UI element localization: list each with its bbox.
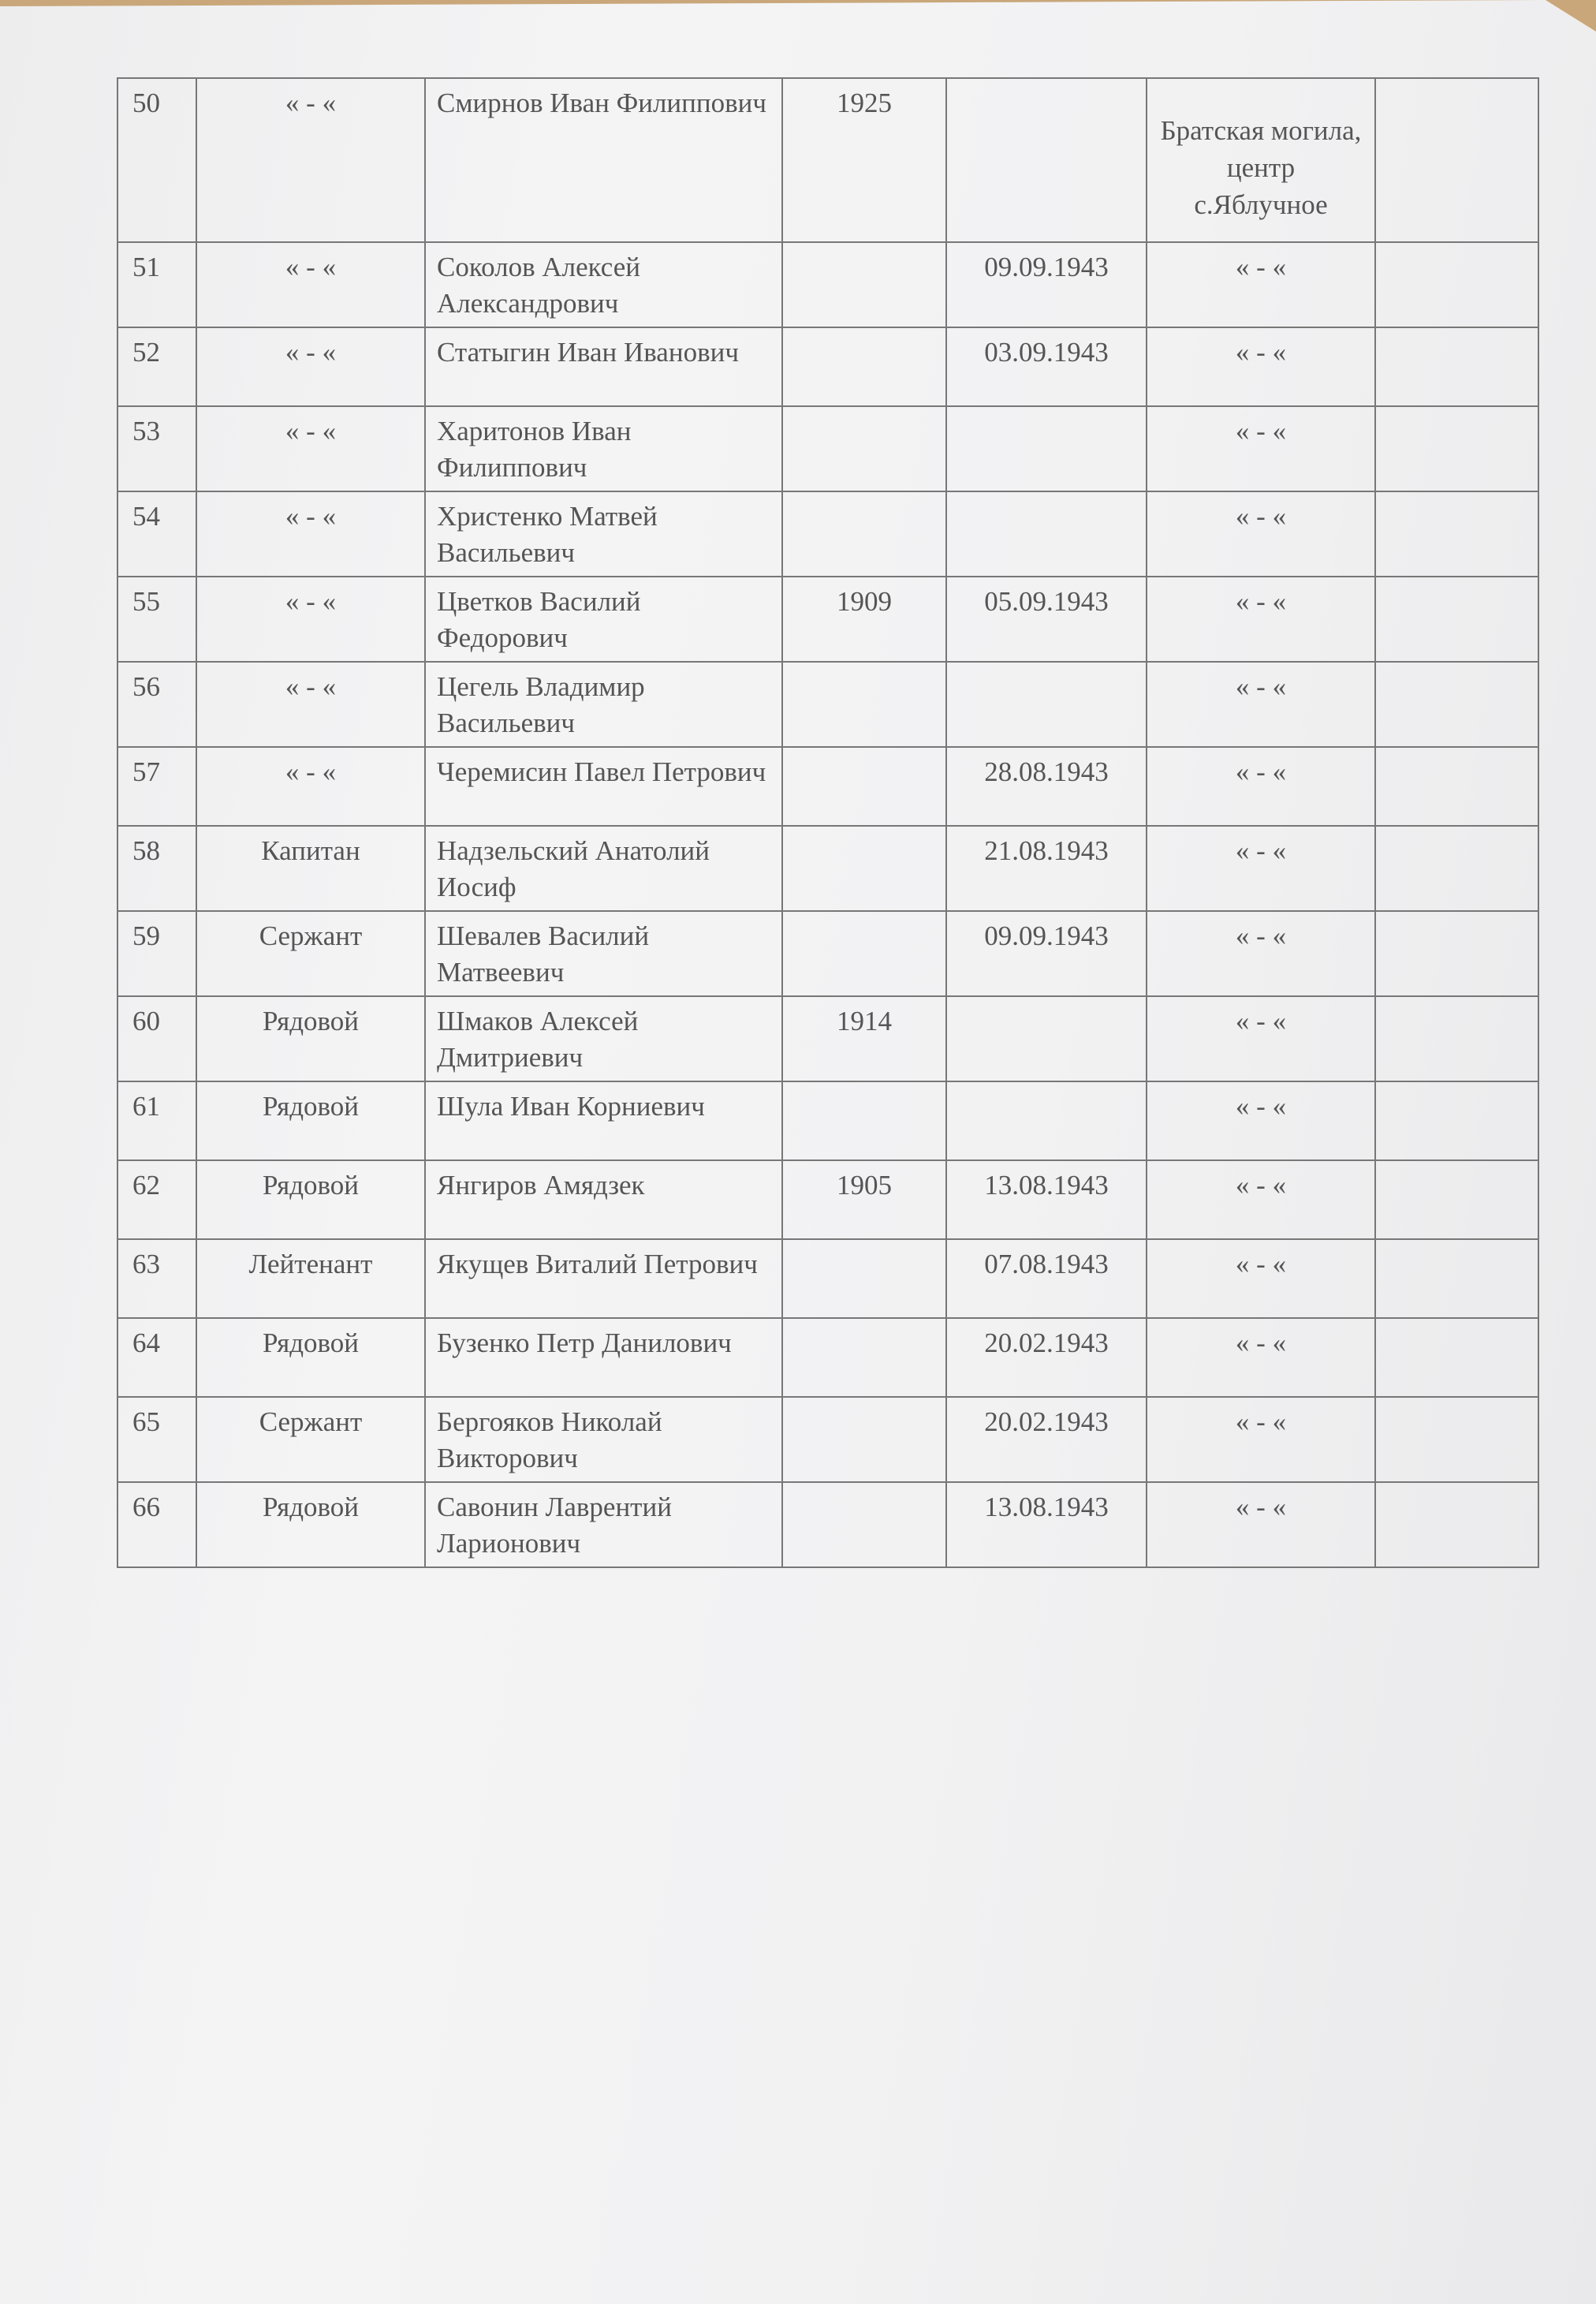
table-row [117, 1160, 1538, 1239]
rank-cell: Рядовой [196, 1318, 425, 1397]
row-number: 65 [117, 1397, 196, 1482]
death-date-cell: 07.08.1943 [946, 1239, 1147, 1318]
rank-cell: « - « [196, 577, 425, 662]
name-cell: Цветков Василий Федорович [425, 577, 782, 662]
burial-place-cell: « - « [1147, 826, 1375, 911]
name-cell: Цегель Владимир Васильевич [425, 662, 782, 747]
burial-place-cell: « - « [1147, 1239, 1375, 1318]
table-row [117, 1081, 1538, 1160]
rank-cell: Капитан [196, 826, 425, 911]
note-cell [1375, 1318, 1538, 1397]
table-row [117, 826, 1538, 911]
burial-place-cell: « - « [1147, 491, 1375, 577]
note-cell [1375, 491, 1538, 577]
note-cell [1375, 1482, 1538, 1567]
death-date-cell [946, 406, 1147, 491]
rank-cell: Рядовой [196, 1482, 425, 1567]
birth-year-cell [782, 662, 946, 747]
rank-cell: « - « [196, 327, 425, 406]
note-cell [1375, 1397, 1538, 1482]
table-row [117, 1397, 1538, 1482]
rank-cell: Рядовой [196, 996, 425, 1081]
birth-year-cell [782, 1397, 946, 1482]
table-row [117, 491, 1538, 577]
birth-year-cell: 1909 [782, 577, 946, 662]
row-number: 52 [117, 327, 196, 406]
burial-place-cell: Братская могила, центр с.Яблучное [1147, 78, 1375, 242]
rank-cell: Сержант [196, 1397, 425, 1482]
table-row [117, 406, 1538, 491]
note-cell [1375, 577, 1538, 662]
birth-year-cell: 1925 [782, 78, 946, 242]
burial-list-table [117, 77, 1539, 1568]
death-date-cell [946, 491, 1147, 577]
table-row [117, 996, 1538, 1081]
name-cell: Шевалев Василий Матвеевич [425, 911, 782, 996]
name-cell: Якущев Виталий Петрович [425, 1239, 782, 1318]
birth-year-cell [782, 242, 946, 327]
note-cell [1375, 1081, 1538, 1160]
row-number: 58 [117, 826, 196, 911]
rank-cell: « - « [196, 491, 425, 577]
birth-year-cell [782, 1081, 946, 1160]
name-cell: Бергояков Николай Викторович [425, 1397, 782, 1482]
row-number: 66 [117, 1482, 196, 1567]
death-date-cell [946, 996, 1147, 1081]
note-cell [1375, 662, 1538, 747]
rank-cell: Сержант [196, 911, 425, 996]
name-cell: Янгиров Амядзек [425, 1160, 782, 1239]
death-date-cell: 13.08.1943 [946, 1160, 1147, 1239]
table-row [117, 78, 1538, 242]
note-cell [1375, 911, 1538, 996]
name-cell: Шула Иван Корниевич [425, 1081, 782, 1160]
birth-year-cell [782, 911, 946, 996]
name-cell: Савонин Лаврентий Ларионович [425, 1482, 782, 1567]
rank-cell: Рядовой [196, 1081, 425, 1160]
burial-place-cell: « - « [1147, 1160, 1375, 1239]
birth-year-cell [782, 826, 946, 911]
burial-place-cell: « - « [1147, 747, 1375, 826]
table-row [117, 911, 1538, 996]
rank-cell: « - « [196, 242, 425, 327]
note-cell [1375, 406, 1538, 491]
row-number: 61 [117, 1081, 196, 1160]
row-number: 57 [117, 747, 196, 826]
birth-year-cell [782, 1482, 946, 1567]
burial-place-cell: « - « [1147, 662, 1375, 747]
note-cell [1375, 327, 1538, 406]
name-cell: Соколов Алексей Александрович [425, 242, 782, 327]
row-number: 50 [117, 78, 196, 242]
note-cell [1375, 1160, 1538, 1239]
death-date-cell: 20.02.1943 [946, 1397, 1147, 1482]
row-number: 54 [117, 491, 196, 577]
birth-year-cell [782, 1318, 946, 1397]
burial-place-cell: « - « [1147, 1482, 1375, 1567]
death-date-cell: 09.09.1943 [946, 242, 1147, 327]
birth-year-cell [782, 327, 946, 406]
table-row [117, 1318, 1538, 1397]
birth-year-cell [782, 491, 946, 577]
burial-place-cell: « - « [1147, 327, 1375, 406]
burial-place-cell: « - « [1147, 406, 1375, 491]
death-date-cell [946, 1081, 1147, 1160]
row-number: 56 [117, 662, 196, 747]
death-date-cell: 21.08.1943 [946, 826, 1147, 911]
note-cell [1375, 826, 1538, 911]
burial-place-cell: « - « [1147, 242, 1375, 327]
rank-cell: Лейтенант [196, 1239, 425, 1318]
name-cell: Шмаков Алексей Дмитриевич [425, 996, 782, 1081]
rank-cell: « - « [196, 662, 425, 747]
name-cell: Статыгин Иван Иванович [425, 327, 782, 406]
burial-place-cell: « - « [1147, 577, 1375, 662]
table-row [117, 1239, 1538, 1318]
name-cell: Надзельский Анатолий Иосиф [425, 826, 782, 911]
table-row [117, 577, 1538, 662]
death-date-cell: 03.09.1943 [946, 327, 1147, 406]
burial-place-cell: « - « [1147, 1081, 1375, 1160]
burial-place-cell: « - « [1147, 911, 1375, 996]
death-date-cell [946, 662, 1147, 747]
rank-cell: « - « [196, 78, 425, 242]
note-cell [1375, 78, 1538, 242]
death-date-cell: 20.02.1943 [946, 1318, 1147, 1397]
note-cell [1375, 1239, 1538, 1318]
row-number: 53 [117, 406, 196, 491]
birth-year-cell [782, 1239, 946, 1318]
table-row [117, 1482, 1538, 1567]
table-row [117, 662, 1538, 747]
death-date-cell: 13.08.1943 [946, 1482, 1147, 1567]
name-cell: Смирнов Иван Филиппович [425, 78, 782, 242]
table-body [117, 78, 1538, 1567]
row-number: 60 [117, 996, 196, 1081]
row-number: 63 [117, 1239, 196, 1318]
table-row [117, 327, 1538, 406]
name-cell: Христенко Матвей Васильевич [425, 491, 782, 577]
table-row [117, 747, 1538, 826]
burial-place-cell: « - « [1147, 1318, 1375, 1397]
rank-cell: « - « [196, 747, 425, 826]
row-number: 51 [117, 242, 196, 327]
birth-year-cell: 1905 [782, 1160, 946, 1239]
table-row [117, 242, 1538, 327]
rank-cell: Рядовой [196, 1160, 425, 1239]
birth-year-cell [782, 406, 946, 491]
death-date-cell [946, 78, 1147, 242]
birth-year-cell [782, 747, 946, 826]
name-cell: Харитонов Иван Филиппович [425, 406, 782, 491]
death-date-cell: 28.08.1943 [946, 747, 1147, 826]
row-number: 62 [117, 1160, 196, 1239]
burial-place-cell: « - « [1147, 1397, 1375, 1482]
death-date-cell: 05.09.1943 [946, 577, 1147, 662]
death-date-cell: 09.09.1943 [946, 911, 1147, 996]
row-number: 59 [117, 911, 196, 996]
birth-year-cell: 1914 [782, 996, 946, 1081]
note-cell [1375, 242, 1538, 327]
note-cell [1375, 747, 1538, 826]
name-cell: Бузенко Петр Данилович [425, 1318, 782, 1397]
burial-place-cell: « - « [1147, 996, 1375, 1081]
note-cell [1375, 996, 1538, 1081]
name-cell: Черемисин Павел Петрович [425, 747, 782, 826]
row-number: 55 [117, 577, 196, 662]
rank-cell: « - « [196, 406, 425, 491]
row-number: 64 [117, 1318, 196, 1397]
